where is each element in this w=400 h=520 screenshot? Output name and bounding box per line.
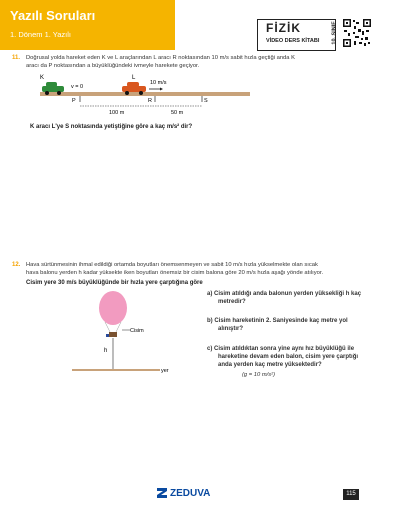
q12-diagram [68, 290, 188, 376]
label-l: L [132, 75, 136, 81]
page-title: Yazılı Soruları [10, 8, 96, 23]
page-footer [0, 480, 400, 520]
q12-c-line2: hareketine devam eden balon, cisim yere çarptığı [218, 354, 359, 360]
q12-instruction: Cisim yere 30 m/s büyüklüğünde bir hızla yere çarptığına göre [26, 280, 203, 286]
label-h: h [104, 348, 108, 354]
velocity-arrowhead [160, 88, 163, 91]
brand-logo: ZEDUVA [170, 488, 211, 499]
q12-c-line1: c) Cisim atıldıktan sonra yine aynı hız büyüklüğü ile [207, 346, 355, 352]
q12-text-line1: Hava sürtünmesinin ihmal edildiği ortamda boyutları önemsenmeyen ve sabit 10 m/s hızla yükselmekte olan sıcak [26, 262, 318, 268]
q11-diagram [30, 72, 270, 120]
zeduva-logo-icon [156, 487, 168, 499]
qr-code-icon[interactable] [342, 18, 372, 48]
balloon-basket [109, 332, 117, 337]
label-vl: 10 m/s [150, 80, 167, 86]
q12-b-line2: alınıştır? [218, 326, 244, 332]
distance-pr: 100 m [109, 110, 125, 116]
q12-number: 12. [12, 262, 21, 268]
label-vk: v = 0 [71, 84, 84, 90]
object-icon [106, 334, 109, 337]
q11-text-line1: Doğrusal yolda hareket eden K ve L araçlarından L aracı R noktasından 10 m/s sabit hızla geçtiği anda K [26, 55, 295, 61]
page-number: 115 [343, 489, 359, 500]
brand-title: FİZİK [266, 21, 301, 35]
title-block [0, 0, 175, 50]
q12-a-line2: metredir? [218, 299, 246, 305]
label-s: S [204, 98, 208, 104]
q12-b-line1: b) Cisim hareketinin 2. Saniyesinde kaç metre yol [207, 318, 348, 324]
label-p: P [72, 98, 76, 104]
q11-question: K aracı L'ye S noktasında yetiştiğine göre a kaç m/s² dir? [30, 124, 193, 130]
label-k: K [40, 75, 45, 81]
q11-text-line2: aracı da P noktasından a büyüklüğündeki ivmeyle harekete geçiyor. [26, 63, 200, 69]
label-cisim: Cisim [130, 328, 144, 334]
page-header [0, 0, 400, 52]
page-subtitle: 1. Dönem 1. Yazılı [10, 30, 72, 39]
balloon-icon [99, 291, 127, 325]
grade-label: 10. SINIF [331, 21, 338, 45]
q12-c-line3: anda yerden kaç metre yüksektedir? [218, 362, 322, 368]
q12-given: (g = 10 m/s²) [242, 372, 276, 378]
road [40, 92, 250, 96]
brand-subtitle: VİDEO DERS KİTABI [266, 38, 320, 44]
q12-text-line2: hava balonu yerden h kadar yüksekte iken boyutları önemsiz bir cisim balona göre 20 m/s hızla aşağı yönde atılıyor. [26, 270, 324, 276]
brand-box [257, 19, 336, 51]
q12-a-line1: a) Cisim atıldığı anda balonun yerden yüksekliği h kaç [207, 291, 362, 297]
label-r: R [148, 98, 152, 104]
q11-number: 11. [12, 55, 21, 61]
label-yer: yer [161, 368, 169, 374]
distance-rs: 50 m [171, 110, 184, 116]
